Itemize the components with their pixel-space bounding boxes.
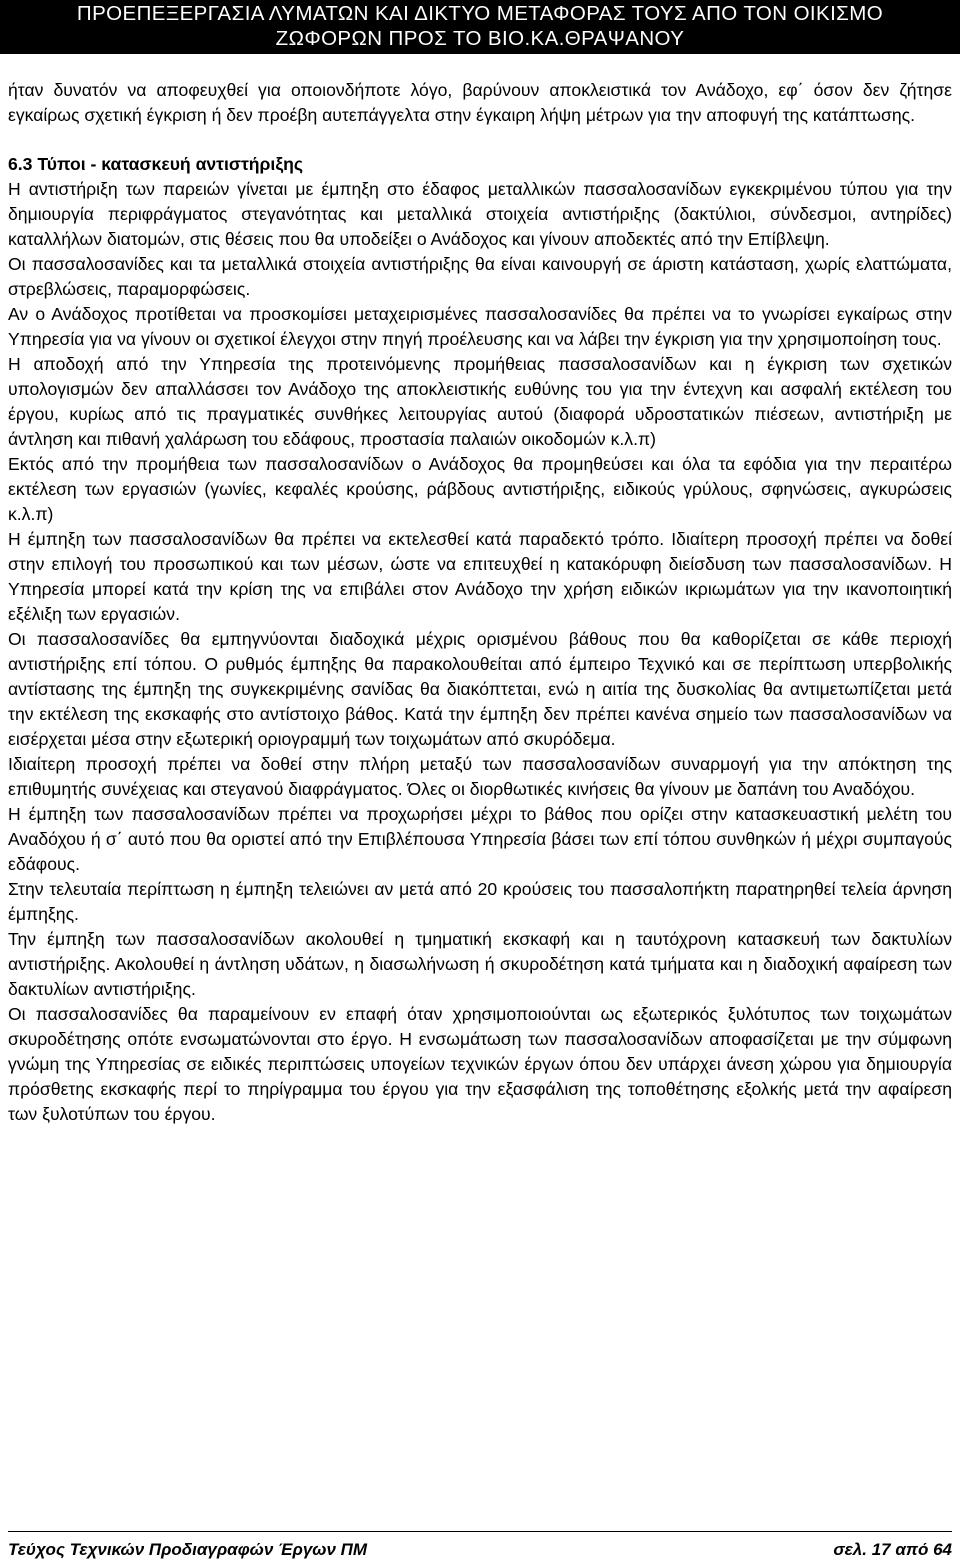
footer-document-title: Τεύχος Τεχνικών Προδιαγραφών Έργων ΠΜ [8, 1540, 368, 1559]
body-paragraph: Την έμπηξη των πασσαλοσανίδων ακολουθεί η τμηματική εκσκαφή και η ταυτόχρονη κατασκευή των δακτυλίων αντιστήριξης. Ακολουθεί η άντληση υδάτων, η διασωλήνωση ή σκυροδέτηση κατά τμήματα και η διαδοχική αφαίρεση των δακτυλίων αντιστήριξης. [8, 929, 952, 999]
body-paragraph: Οι πασσαλοσανίδες και τα μεταλλικά στοιχεία αντιστήριξης θα είναι καινουργή σε άριστη κατάσταση, χωρίς ελαττώματα, στρεβλώσεις, παραμορφώσεις. [8, 254, 952, 299]
footer-page-number: σελ. 17 από 64 [833, 1540, 952, 1559]
page-header [0, 0, 960, 54]
footer-divider [8, 1531, 952, 1532]
document-body [8, 78, 952, 1127]
header-title-line-2: ΖΩΦΟΡΩΝ ΠΡΟΣ ΤΟ ΒΙΟ.ΚΑ.ΘΡΑΨΑΝΟΥ [275, 27, 685, 50]
body-paragraph: Εκτός από την προμήθεια των πασσαλοσανίδων ο Ανάδοχος θα προμηθεύσει και όλα τα εφόδια για την περαιτέρω εκτέλεση των εργασιών (γωνίες, κεφαλές κρούσης, ράβδους αντιστήριξης, ειδικούς γρύλους, σφηνώσεις, αγκυρώσεις κ.λ.π) [8, 454, 952, 524]
body-paragraph: Στην τελευταία περίπτωση η έμπηξη τελειώνει αν μετά από 20 κρούσεις του πασσαλοπήκτη παρατηρηθεί τελεία άρνηση έμπηξης. [8, 879, 952, 924]
body-paragraph: Οι πασσαλοσανίδες θα παραμείνουν εν επαφή όταν χρησιμοποιούνται ως εξωτερικός ξυλότυπος των τοιχωμάτων σκυροδέτησης οπότε ενσωματώνονται στο έργο. Η ενσωμάτωση των πασσαλοσανίδων αποφασίζεται με την σύμφωνη γνώμη της Υπηρεσίας σε ειδικές περιπτώσεις υπογείων τεχνικών έργων όπου δεν υπάρχει άνεση χώρου για δημιουργία πρόσθετης εκσκαφής περί το πηρίγραμμα του έργου για την εξασφάλιση της τοποθέτησης εξολκής μετά την αφαίρεση των ξυλοτύπων του έργου. [8, 1004, 952, 1124]
body-paragraph: Οι πασσαλοσανίδες θα εμπηγνύονται διαδοχικά μέχρις ορισμένου βάθους που θα καθορίζεται σε κάθε περιοχή αντιστήριξης επί τόπου. Ο ρυθμός έμπηξης θα παρακολουθείται από έμπειρο Τεχνικό και σε περίπτωση υπερβολικής αντίστασης της έμπηξη της συγκεκριμένης σανίδας θα διακόπτεται, ενώ η αιτία της δυσκολίας θα αντιμετωπίζεται μετά την εκτέλεση της εκσκαφής στο αντίστοιχο βάθος. Κατά την έμπηξη δεν πρέπει κανένα σημείο των πασσαλοσανίδων να εισέρχεται μέσα στην εξωτερική οριογραμμή των τοιχωμάτων από σκυρόδεμα. [8, 629, 952, 749]
header-title-line-1: ΠΡΟΕΠΕΞΕΡΓΑΣΙΑ ΛΥΜΑΤΩΝ ΚΑΙ ΔΙΚΤΥΟ ΜΕΤΑΦΟΡΑΣ ΤΟΥΣ ΑΠΟ ΤΟΝ ΟΙΚΙΣΜΟ [76, 2, 884, 25]
body-paragraph: Η έμπηξη των πασσαλοσανίδων θα πρέπει να εκτελεσθεί κατά παραδεκτό τρόπο. Ιδιαίτερη προσοχή πρέπει να δοθεί στην επιλογή του προσωπικού και των μέσων, ώστε να επιτευχθεί η κατακόρυφη διείσδυση των πασσαλοσανίδων. Η Υπηρεσία μπορεί κατά την κρίση της να επιβάλει στον Ανάδοχο την χρήση ειδικών ικριωμάτων για την ικανοποιητική εξέλιξη των εργασιών. [8, 529, 952, 624]
body-paragraph: Η αποδοχή από την Υπηρεσία της προτεινόμενης προμήθειας πασσαλοσανίδων και η έγκριση των σχετικών υπολογισμών δεν απαλλάσσει τον Ανάδοχο της αποκλειστικής ευθύνης του για την έντεχνη και ασφαλή εκτέλεση του έργου, κυρίως από τις πραγματικές συνθήκες λειτουργίας αυτού (διαφορά υδροστατικών πιέσεων, αντιστήριξη με άντληση και πιθανή χαλάρωση του εδάφους, προστασία παλαιών οικοδομών κ.λ.π) [8, 354, 952, 449]
body-paragraph: Αν ο Ανάδοχος προτίθεται να προσκομίσει μεταχειρισμένες πασσαλοσανίδες θα πρέπει να το γνωρίσει εγκαίρως στην Υπηρεσία για να γίνουν οι σχετικοί έλεγχοι στην πηγή προέλευσης και να λάβει την έγκριση για την χρησιμοποίηση τους. [8, 304, 952, 349]
section-heading: 6.3 Τύποι - κατασκευή αντιστήριξης [8, 154, 304, 174]
body-paragraph: Ιδιαίτερη προσοχή πρέπει να δοθεί στην πλήρη μεταξύ των πασσαλοσανίδων συναρμογή για την απόκτηση της επιθυμητής συνέχειας και στεγανού διαφράγματος. Όλες οι διορθωτικές κινήσεις θα γίνουν με δαπάνη του Αναδόχου. [8, 754, 952, 799]
body-paragraph: Η έμπηξη των πασσαλοσανίδων πρέπει να προχωρήσει μέχρι το βάθος που ορίζει στην κατασκευαστική μελέτη του Αναδόχου ή σ΄ αυτό που θα οριστεί από την Επιβλέπουσα Υπηρεσία βάσει των επί τόπου συνθηκών ή μέχρι συμπαγούς εδάφους. [8, 804, 952, 874]
intro-paragraph: ήταν δυνατόν να αποφευχθεί για οποιονδήποτε λόγο, βαρύνουν αποκλειστικά τον Ανάδοχο, εφ΄ όσον δεν ζήτησε εγκαίρως σχετική έγκριση ή δεν προέβη αυτεπάγγελτα στην έγκαιρη λήψη μέτρων για την αποφυγή της κατάπτωσης. [8, 80, 952, 125]
body-paragraph: Η αντιστήριξη των παρειών γίνεται με έμπηξη στο έδαφος μεταλλικών πασσαλοσανίδων εγκεκριμένου τύπου για την δημιουργία περιφράγματος στεγανότητας και μεταλλικά στοιχεία αντιστήριξης (δακτύλιοι, σύνδεσμοι, αντηρίδες) καταλλήλων διατομών, στις θέσεις που θα υποδείξει ο Ανάδοχος και γίνουν αποδεκτές από την Επίβλεψη. [8, 179, 952, 249]
page-footer [8, 1540, 952, 1564]
